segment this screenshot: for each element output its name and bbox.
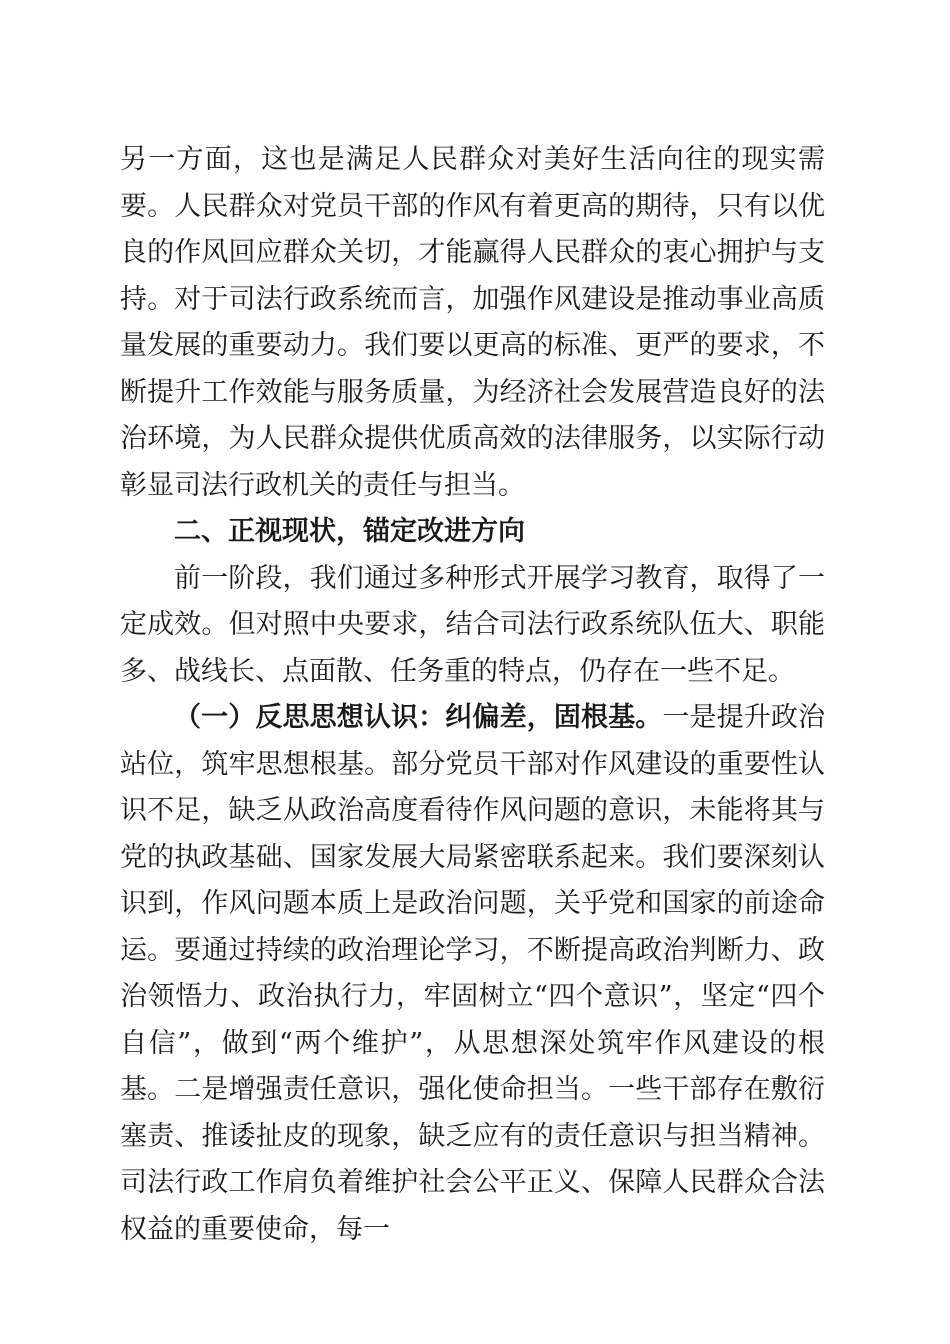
paragraph-continuation: 另一方面，这也是满足人民群众对美好生活向往的现实需要。人民群众对党员干部的作风有着更高的期待，只有以优良的作风回应群众关切，才能赢得人民群众的衷心拥护与支持。对于司法行政系统而言，加强作风建设是推动事业高质量发展的重要动力。我们要以更高的标准、更严的要求，不断提升工作效能与服务质量，为经济社会发展营造良好的法治环境，为人民群众提供优质高效的法律服务，以实际行动彰显司法行政机关的责任与担当。 bbox=[120, 144, 825, 501]
section-heading: 二、正视现状，锚定改进方向 bbox=[174, 516, 525, 547]
subsection-heading: （一）反思思想认识：纠偏差，固根基。 bbox=[174, 702, 663, 733]
paragraph-intro: 前一阶段，我们通过多种形式开展学习教育，取得了一定成效。但对照中央要求，结合司法行政系统队伍大、职能多、战线长、点面散、任务重的特点，仍存在一些不足。 bbox=[120, 562, 825, 687]
paragraph-subsection bbox=[120, 695, 825, 1253]
subsection-body: 一是提升政治站位，筑牢思想根基。部分党员干部对作风建设的重要性认识不足，缺乏从政治高度看待作风问题的意识，未能将其与党的执政基础、国家发展大局紧密联系起来。我们要深刻认识到，作风问题本质上是政治问题，关乎党和国家的前途命运。要通过持续的政治理论学习，不断提高政治判断力、政治领悟力、政治执行力，牢固树立“四个意识”，坚定“四个自信”，做到“两个维护”，从思想深处筑牢作风建设的根基。二是增强责任意识，强化使命担当。一些干部存在敷衍塞责、推诿扯皮的现象，缺乏应有的责任意识与担当精神。司法行政工作肩负着维护社会公平正义、保障人民群众合法权益的重要使命，每一 bbox=[120, 702, 826, 1245]
document-body bbox=[120, 137, 825, 1253]
